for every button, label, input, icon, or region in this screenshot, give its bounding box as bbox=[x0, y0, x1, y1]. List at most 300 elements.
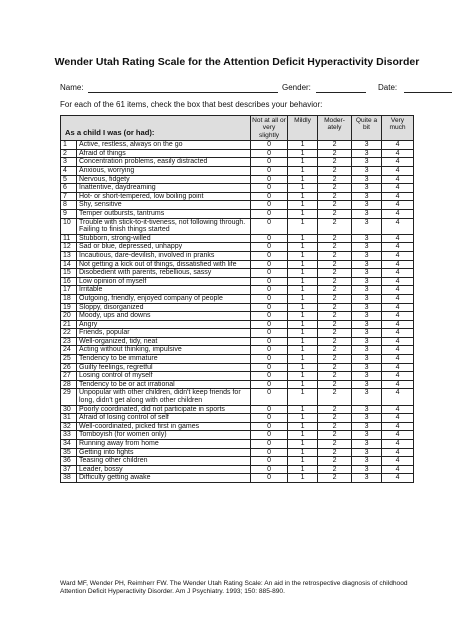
score-option-3[interactable]: 3 bbox=[352, 251, 382, 260]
item-description: Getting into fights bbox=[77, 448, 251, 457]
score-option-4[interactable]: 4 bbox=[382, 141, 414, 150]
item-number: 32 bbox=[61, 422, 77, 431]
score-option-1[interactable]: 1 bbox=[288, 465, 318, 474]
table-row bbox=[61, 303, 414, 312]
score-option-3[interactable]: 3 bbox=[352, 465, 382, 474]
item-number: 19 bbox=[61, 303, 77, 312]
score-option-4[interactable]: 4 bbox=[382, 422, 414, 431]
item-description: Guilty feelings, regretful bbox=[77, 363, 251, 372]
score-option-1[interactable]: 1 bbox=[288, 209, 318, 218]
score-option-4[interactable]: 4 bbox=[382, 380, 414, 389]
table-row bbox=[61, 457, 414, 466]
score-option-4[interactable]: 4 bbox=[382, 329, 414, 338]
score-option-4[interactable]: 4 bbox=[382, 346, 414, 355]
item-number: 25 bbox=[61, 355, 77, 364]
score-option-3[interactable]: 3 bbox=[352, 363, 382, 372]
score-option-0[interactable]: 0 bbox=[251, 363, 288, 372]
score-option-2[interactable]: 2 bbox=[318, 141, 352, 150]
item-number: 34 bbox=[61, 440, 77, 449]
table-row bbox=[61, 243, 414, 252]
score-option-2[interactable]: 2 bbox=[318, 251, 352, 260]
item-description: Acting without thinking, impulsive bbox=[77, 346, 251, 355]
score-option-1[interactable]: 1 bbox=[288, 474, 318, 483]
score-option-3[interactable]: 3 bbox=[352, 303, 382, 312]
score-option-4[interactable]: 4 bbox=[382, 465, 414, 474]
item-description: Poorly coordinated, did not participate in sports bbox=[77, 405, 251, 414]
item-description: Angry bbox=[77, 320, 251, 329]
score-option-4[interactable]: 4 bbox=[382, 363, 414, 372]
item-number: 23 bbox=[61, 337, 77, 346]
score-option-4[interactable]: 4 bbox=[382, 294, 414, 303]
score-option-0[interactable]: 0 bbox=[251, 149, 288, 158]
item-number: 24 bbox=[61, 346, 77, 355]
table-row bbox=[61, 192, 414, 201]
score-option-2[interactable]: 2 bbox=[318, 337, 352, 346]
score-option-0[interactable]: 0 bbox=[251, 346, 288, 355]
score-option-3[interactable]: 3 bbox=[352, 372, 382, 381]
item-number: 33 bbox=[61, 431, 77, 440]
score-option-4[interactable]: 4 bbox=[382, 440, 414, 449]
score-option-2[interactable]: 2 bbox=[318, 167, 352, 176]
score-option-0[interactable]: 0 bbox=[251, 320, 288, 329]
item-description: Well-organized, tidy, neat bbox=[77, 337, 251, 346]
item-description: Irritable bbox=[77, 286, 251, 295]
score-option-3[interactable]: 3 bbox=[352, 422, 382, 431]
score-option-1[interactable]: 1 bbox=[288, 448, 318, 457]
score-option-3[interactable]: 3 bbox=[352, 192, 382, 201]
score-option-2[interactable]: 2 bbox=[318, 312, 352, 321]
table-row bbox=[61, 260, 414, 269]
score-option-3[interactable]: 3 bbox=[352, 260, 382, 269]
item-number: 1 bbox=[61, 141, 77, 150]
score-option-1[interactable]: 1 bbox=[288, 260, 318, 269]
score-option-2[interactable]: 2 bbox=[318, 422, 352, 431]
score-option-2[interactable]: 2 bbox=[318, 303, 352, 312]
score-option-0[interactable]: 0 bbox=[251, 234, 288, 243]
item-description: Shy, sensitive bbox=[77, 201, 251, 210]
item-number: 26 bbox=[61, 363, 77, 372]
score-option-0[interactable]: 0 bbox=[251, 158, 288, 167]
score-option-1[interactable]: 1 bbox=[288, 243, 318, 252]
name-label: Name: bbox=[60, 83, 84, 92]
score-option-3[interactable]: 3 bbox=[352, 457, 382, 466]
score-option-3[interactable]: 3 bbox=[352, 167, 382, 176]
item-number: 37 bbox=[61, 465, 77, 474]
item-description: Not getting a kick out of things, dissatisfied with life bbox=[77, 260, 251, 269]
item-number: 18 bbox=[61, 294, 77, 303]
score-option-2[interactable]: 2 bbox=[318, 448, 352, 457]
score-option-2[interactable]: 2 bbox=[318, 346, 352, 355]
col-header-1: Mildly bbox=[288, 116, 318, 141]
score-option-2[interactable]: 2 bbox=[318, 269, 352, 278]
score-option-1[interactable]: 1 bbox=[288, 457, 318, 466]
score-option-2[interactable]: 2 bbox=[318, 457, 352, 466]
score-option-0[interactable]: 0 bbox=[251, 329, 288, 338]
score-option-1[interactable]: 1 bbox=[288, 218, 318, 234]
score-option-0[interactable]: 0 bbox=[251, 405, 288, 414]
score-option-2[interactable]: 2 bbox=[318, 329, 352, 338]
score-option-1[interactable]: 1 bbox=[288, 294, 318, 303]
score-option-4[interactable]: 4 bbox=[382, 286, 414, 295]
score-option-0[interactable]: 0 bbox=[251, 465, 288, 474]
item-description: Leader, bossy bbox=[77, 465, 251, 474]
score-option-0[interactable]: 0 bbox=[251, 269, 288, 278]
score-option-4[interactable]: 4 bbox=[382, 474, 414, 483]
score-option-3[interactable]: 3 bbox=[352, 431, 382, 440]
score-option-2[interactable]: 2 bbox=[318, 363, 352, 372]
score-option-1[interactable]: 1 bbox=[288, 329, 318, 338]
table-row bbox=[61, 251, 414, 260]
score-option-1[interactable]: 1 bbox=[288, 431, 318, 440]
score-option-0[interactable]: 0 bbox=[251, 277, 288, 286]
item-number: 22 bbox=[61, 329, 77, 338]
item-number: 15 bbox=[61, 269, 77, 278]
table-row bbox=[61, 346, 414, 355]
score-option-3[interactable]: 3 bbox=[352, 474, 382, 483]
score-option-4[interactable]: 4 bbox=[382, 243, 414, 252]
score-option-3[interactable]: 3 bbox=[352, 158, 382, 167]
score-option-1[interactable]: 1 bbox=[288, 440, 318, 449]
score-option-0[interactable]: 0 bbox=[251, 192, 288, 201]
score-option-1[interactable]: 1 bbox=[288, 277, 318, 286]
table-row bbox=[61, 372, 414, 381]
score-option-4[interactable]: 4 bbox=[382, 457, 414, 466]
table-row bbox=[61, 209, 414, 218]
score-option-4[interactable]: 4 bbox=[382, 431, 414, 440]
score-option-4[interactable]: 4 bbox=[382, 414, 414, 423]
score-option-3[interactable]: 3 bbox=[352, 389, 382, 405]
item-number: 16 bbox=[61, 277, 77, 286]
table-row bbox=[61, 277, 414, 286]
table-row bbox=[61, 465, 414, 474]
score-option-0[interactable]: 0 bbox=[251, 260, 288, 269]
score-option-0[interactable]: 0 bbox=[251, 372, 288, 381]
score-option-4[interactable]: 4 bbox=[382, 372, 414, 381]
score-option-4[interactable]: 4 bbox=[382, 260, 414, 269]
col-header-0: Not at all or very slightly bbox=[252, 117, 286, 139]
item-number: 17 bbox=[61, 286, 77, 295]
score-option-0[interactable]: 0 bbox=[251, 337, 288, 346]
score-option-0[interactable]: 0 bbox=[251, 294, 288, 303]
item-description: Hot- or short-tempered, low boiling point bbox=[77, 192, 251, 201]
score-option-3[interactable]: 3 bbox=[352, 234, 382, 243]
score-option-4[interactable]: 4 bbox=[382, 167, 414, 176]
score-option-4[interactable]: 4 bbox=[382, 277, 414, 286]
item-number: 36 bbox=[61, 457, 77, 466]
score-option-2[interactable]: 2 bbox=[318, 380, 352, 389]
score-option-4[interactable]: 4 bbox=[382, 312, 414, 321]
score-option-0[interactable]: 0 bbox=[251, 440, 288, 449]
score-option-1[interactable]: 1 bbox=[288, 303, 318, 312]
score-option-0[interactable]: 0 bbox=[251, 448, 288, 457]
score-option-4[interactable]: 4 bbox=[382, 337, 414, 346]
score-option-3[interactable]: 3 bbox=[352, 448, 382, 457]
score-option-3[interactable]: 3 bbox=[352, 355, 382, 364]
score-option-4[interactable]: 4 bbox=[382, 234, 414, 243]
score-option-2[interactable]: 2 bbox=[318, 184, 352, 193]
item-description: Temper outbursts, tantrums bbox=[77, 209, 251, 218]
score-option-2[interactable]: 2 bbox=[318, 209, 352, 218]
score-option-0[interactable]: 0 bbox=[251, 184, 288, 193]
score-option-0[interactable]: 0 bbox=[251, 431, 288, 440]
score-option-2[interactable]: 2 bbox=[318, 474, 352, 483]
score-option-1[interactable]: 1 bbox=[288, 372, 318, 381]
table-row bbox=[61, 380, 414, 389]
table-row bbox=[61, 141, 414, 150]
score-option-2[interactable]: 2 bbox=[318, 405, 352, 414]
item-number: 30 bbox=[61, 405, 77, 414]
score-option-4[interactable]: 4 bbox=[382, 218, 414, 234]
item-number: 3 bbox=[61, 158, 77, 167]
item-description: Losing control of myself bbox=[77, 372, 251, 381]
score-option-3[interactable]: 3 bbox=[352, 380, 382, 389]
item-description: Unpopular with other children, didn't keep friends for long, didn't get along with other children bbox=[77, 389, 251, 405]
item-number: 5 bbox=[61, 175, 77, 184]
score-option-0[interactable]: 0 bbox=[251, 457, 288, 466]
score-option-3[interactable]: 3 bbox=[352, 277, 382, 286]
score-option-0[interactable]: 0 bbox=[251, 201, 288, 210]
score-option-1[interactable]: 1 bbox=[288, 320, 318, 329]
table-row bbox=[61, 184, 414, 193]
score-option-0[interactable]: 0 bbox=[251, 218, 288, 234]
table-row bbox=[61, 269, 414, 278]
item-description: Nervous, fidgety bbox=[77, 175, 251, 184]
score-option-2[interactable]: 2 bbox=[318, 414, 352, 423]
score-option-4[interactable]: 4 bbox=[382, 405, 414, 414]
score-option-2[interactable]: 2 bbox=[318, 218, 352, 234]
score-option-2[interactable]: 2 bbox=[318, 234, 352, 243]
score-option-2[interactable]: 2 bbox=[318, 355, 352, 364]
score-option-0[interactable]: 0 bbox=[251, 474, 288, 483]
score-option-2[interactable]: 2 bbox=[318, 294, 352, 303]
score-option-2[interactable]: 2 bbox=[318, 320, 352, 329]
table-row bbox=[61, 405, 414, 414]
table-row bbox=[61, 149, 414, 158]
item-description: Low opinion of myself bbox=[77, 277, 251, 286]
score-option-4[interactable]: 4 bbox=[382, 149, 414, 158]
score-option-3[interactable]: 3 bbox=[352, 209, 382, 218]
item-description: Teasing other children bbox=[77, 457, 251, 466]
score-option-2[interactable]: 2 bbox=[318, 175, 352, 184]
score-option-0[interactable]: 0 bbox=[251, 243, 288, 252]
score-option-1[interactable]: 1 bbox=[288, 158, 318, 167]
table-row bbox=[61, 440, 414, 449]
score-option-3[interactable]: 3 bbox=[352, 269, 382, 278]
table-row bbox=[61, 167, 414, 176]
score-option-0[interactable]: 0 bbox=[251, 251, 288, 260]
item-number: 29 bbox=[61, 389, 77, 405]
gender-label: Gender: bbox=[282, 83, 311, 92]
table-row bbox=[61, 329, 414, 338]
score-option-1[interactable]: 1 bbox=[288, 422, 318, 431]
score-option-0[interactable]: 0 bbox=[251, 175, 288, 184]
score-option-2[interactable]: 2 bbox=[318, 201, 352, 210]
score-option-2[interactable]: 2 bbox=[318, 286, 352, 295]
score-option-1[interactable]: 1 bbox=[288, 346, 318, 355]
score-option-1[interactable]: 1 bbox=[288, 414, 318, 423]
table-row bbox=[61, 175, 414, 184]
score-option-0[interactable]: 0 bbox=[251, 380, 288, 389]
item-description: Disobedient with parents, rebellious, sassy bbox=[77, 269, 251, 278]
score-option-1[interactable]: 1 bbox=[288, 167, 318, 176]
date-label: Date: bbox=[378, 83, 398, 92]
item-description: Concentration problems, easily distracted bbox=[77, 158, 251, 167]
score-option-2[interactable]: 2 bbox=[318, 465, 352, 474]
score-option-1[interactable]: 1 bbox=[288, 269, 318, 278]
score-option-0[interactable]: 0 bbox=[251, 355, 288, 364]
score-option-3[interactable]: 3 bbox=[352, 218, 382, 234]
score-option-4[interactable]: 4 bbox=[382, 269, 414, 278]
score-option-1[interactable]: 1 bbox=[288, 355, 318, 364]
table-row bbox=[61, 320, 414, 329]
table-row bbox=[61, 294, 414, 303]
score-option-3[interactable]: 3 bbox=[352, 440, 382, 449]
score-option-2[interactable]: 2 bbox=[318, 440, 352, 449]
score-option-2[interactable]: 2 bbox=[318, 260, 352, 269]
item-description: Trouble with stick-to-it-tiveness, not following through. Failing to finish things started bbox=[77, 218, 251, 234]
score-option-0[interactable]: 0 bbox=[251, 286, 288, 295]
item-number: 27 bbox=[61, 372, 77, 381]
table-row bbox=[61, 355, 414, 364]
score-option-1[interactable]: 1 bbox=[288, 380, 318, 389]
item-description: Anxious, worrying bbox=[77, 167, 251, 176]
score-option-0[interactable]: 0 bbox=[251, 422, 288, 431]
item-description: Inattentive, daydreaming bbox=[77, 184, 251, 193]
table-row bbox=[61, 337, 414, 346]
respondent-fields bbox=[60, 83, 420, 95]
score-option-1[interactable]: 1 bbox=[288, 184, 318, 193]
score-option-2[interactable]: 2 bbox=[318, 372, 352, 381]
score-option-1[interactable]: 1 bbox=[288, 337, 318, 346]
score-option-4[interactable]: 4 bbox=[382, 201, 414, 210]
table-row bbox=[61, 389, 414, 405]
score-option-3[interactable]: 3 bbox=[352, 312, 382, 321]
score-option-1[interactable]: 1 bbox=[288, 251, 318, 260]
score-option-3[interactable]: 3 bbox=[352, 243, 382, 252]
item-description: Tendency to be or act irrational bbox=[77, 380, 251, 389]
score-option-1[interactable]: 1 bbox=[288, 389, 318, 405]
score-option-2[interactable]: 2 bbox=[318, 158, 352, 167]
citation-text: Ward MF, Wender PH, Reimherr FW. The Wender Utah Rating Scale: An aid in the retrospective diagnosis of childhood Attention Deficit Hyperactivity Disorder. Am J Psychiatry. 1993; 150: 885-890. bbox=[60, 580, 408, 595]
score-option-4[interactable]: 4 bbox=[382, 192, 414, 201]
score-option-2[interactable]: 2 bbox=[318, 192, 352, 201]
item-number: 14 bbox=[61, 260, 77, 269]
score-option-1[interactable]: 1 bbox=[288, 201, 318, 210]
score-option-1[interactable]: 1 bbox=[288, 192, 318, 201]
item-number: 10 bbox=[61, 218, 77, 234]
table-row bbox=[61, 414, 414, 423]
score-option-1[interactable]: 1 bbox=[288, 175, 318, 184]
table-row bbox=[61, 201, 414, 210]
score-option-1[interactable]: 1 bbox=[288, 141, 318, 150]
score-option-3[interactable]: 3 bbox=[352, 141, 382, 150]
score-option-4[interactable]: 4 bbox=[382, 251, 414, 260]
score-option-1[interactable]: 1 bbox=[288, 286, 318, 295]
score-option-3[interactable]: 3 bbox=[352, 175, 382, 184]
item-description: Active, restless, always on the go bbox=[77, 141, 251, 150]
score-option-4[interactable]: 4 bbox=[382, 355, 414, 364]
item-description: Stubborn, strong-willed bbox=[77, 234, 251, 243]
item-number: 31 bbox=[61, 414, 77, 423]
score-option-1[interactable]: 1 bbox=[288, 312, 318, 321]
score-option-0[interactable]: 0 bbox=[251, 167, 288, 176]
item-description: Tomboyish (for women only) bbox=[77, 431, 251, 440]
score-option-0[interactable]: 0 bbox=[251, 209, 288, 218]
col-header-2: Moder-ately bbox=[318, 116, 352, 141]
instructions-text: For each of the 61 items, check the box that best describes your behavior: bbox=[60, 100, 323, 109]
score-option-4[interactable]: 4 bbox=[382, 320, 414, 329]
score-option-3[interactable]: 3 bbox=[352, 337, 382, 346]
score-option-0[interactable]: 0 bbox=[251, 389, 288, 405]
item-header: As a child I was (or had): bbox=[61, 116, 251, 141]
table-row bbox=[61, 448, 414, 457]
item-number: 21 bbox=[61, 320, 77, 329]
score-option-0[interactable]: 0 bbox=[251, 303, 288, 312]
table-row bbox=[61, 363, 414, 372]
col-header-3: Quite a bit bbox=[352, 116, 382, 141]
score-option-3[interactable]: 3 bbox=[352, 329, 382, 338]
item-number: 20 bbox=[61, 312, 77, 321]
score-option-4[interactable]: 4 bbox=[382, 175, 414, 184]
score-option-4[interactable]: 4 bbox=[382, 184, 414, 193]
score-option-3[interactable]: 3 bbox=[352, 184, 382, 193]
item-description: Afraid of losing control of self bbox=[77, 414, 251, 423]
item-description: Sloppy, disorganized bbox=[77, 303, 251, 312]
item-number: 4 bbox=[61, 167, 77, 176]
item-number: 28 bbox=[61, 380, 77, 389]
score-option-1[interactable]: 1 bbox=[288, 363, 318, 372]
table-row bbox=[61, 234, 414, 243]
score-option-1[interactable]: 1 bbox=[288, 405, 318, 414]
score-option-4[interactable]: 4 bbox=[382, 389, 414, 405]
score-option-4[interactable]: 4 bbox=[382, 158, 414, 167]
score-option-2[interactable]: 2 bbox=[318, 243, 352, 252]
score-option-0[interactable]: 0 bbox=[251, 414, 288, 423]
score-option-4[interactable]: 4 bbox=[382, 209, 414, 218]
item-description: Outgoing, friendly, enjoyed company of people bbox=[77, 294, 251, 303]
score-option-3[interactable]: 3 bbox=[352, 286, 382, 295]
gender-field-line[interactable] bbox=[316, 92, 366, 93]
score-option-2[interactable]: 2 bbox=[318, 277, 352, 286]
rating-table-body bbox=[61, 141, 414, 483]
table-row bbox=[61, 312, 414, 321]
date-field-line[interactable] bbox=[404, 92, 452, 93]
name-field-line[interactable] bbox=[88, 92, 278, 93]
score-option-3[interactable]: 3 bbox=[352, 149, 382, 158]
score-option-4[interactable]: 4 bbox=[382, 448, 414, 457]
score-option-3[interactable]: 3 bbox=[352, 346, 382, 355]
score-option-3[interactable]: 3 bbox=[352, 320, 382, 329]
score-option-2[interactable]: 2 bbox=[318, 431, 352, 440]
table-header-row bbox=[61, 116, 414, 141]
score-option-1[interactable]: 1 bbox=[288, 149, 318, 158]
score-option-2[interactable]: 2 bbox=[318, 149, 352, 158]
score-option-0[interactable]: 0 bbox=[251, 312, 288, 321]
table-row bbox=[61, 158, 414, 167]
col-header-4: Very much bbox=[382, 116, 414, 141]
item-description: Difficulty getting awake bbox=[77, 474, 251, 483]
score-option-3[interactable]: 3 bbox=[352, 294, 382, 303]
score-option-3[interactable]: 3 bbox=[352, 201, 382, 210]
score-option-4[interactable]: 4 bbox=[382, 303, 414, 312]
rating-table bbox=[60, 115, 414, 483]
score-option-3[interactable]: 3 bbox=[352, 405, 382, 414]
score-option-1[interactable]: 1 bbox=[288, 234, 318, 243]
item-number: 6 bbox=[61, 184, 77, 193]
score-option-0[interactable]: 0 bbox=[251, 141, 288, 150]
score-option-2[interactable]: 2 bbox=[318, 389, 352, 405]
score-option-3[interactable]: 3 bbox=[352, 414, 382, 423]
